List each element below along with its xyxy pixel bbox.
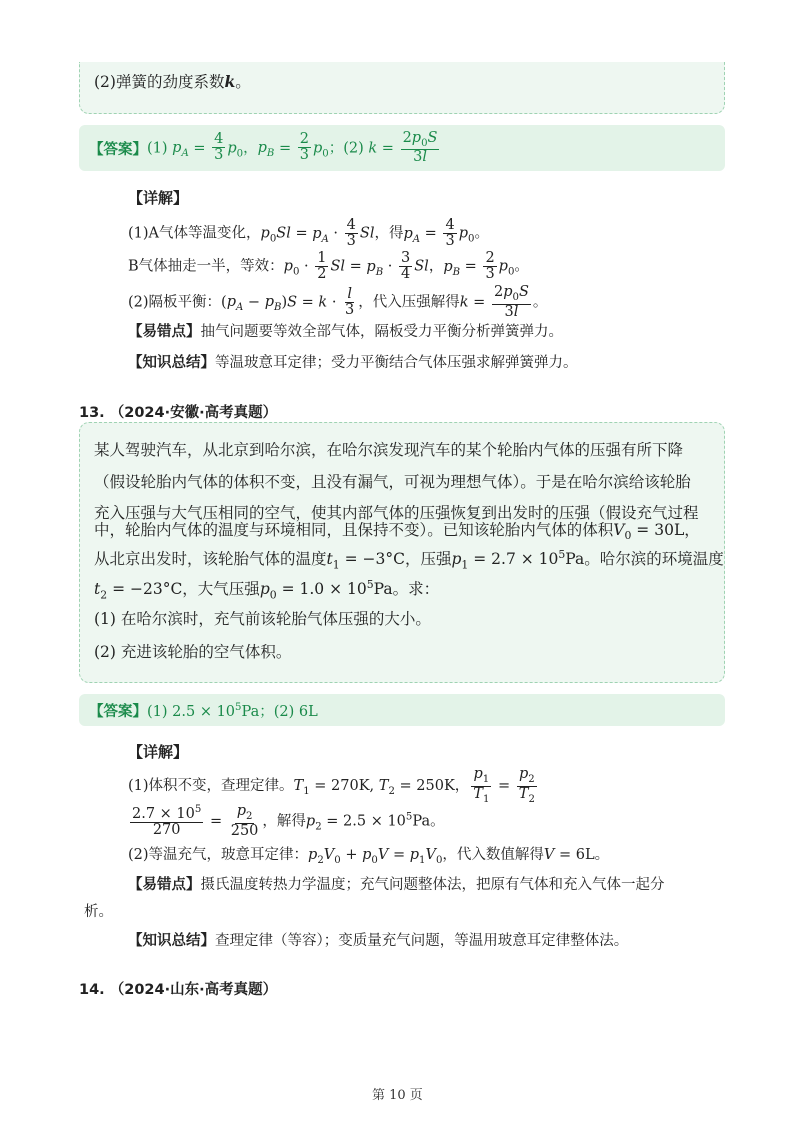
- q13-detail-line-2: $\frac{2.7 \times 10^5}{270}$ = $\frac{p_2}{250}$ ，解得$p_2 = 2.5 \times 10^5Pa$。: [132, 803, 445, 839]
- q12-summary: 【知识总结】等温玻意耳定律；受力平衡结合气体压强求解弹簧弹力。: [128, 354, 578, 371]
- q12-detail-line-1: (1)A气体等温变化，$p_0Sl = p_A$ · $\frac{4}{3}$ Sl，得$p_A$ = $\frac{4}{3}$ $p_0$。: [128, 217, 489, 250]
- q12-answer-bar: [79, 125, 725, 171]
- q12-detail-line-2: B气体抽走一半，等效：$p_0$ · $\frac{1}{2}$ $Sl = p_B$ · $\frac{3}{4}$ Sl，$p_B$ = $\frac{2}{3}$ $p_0$。: [128, 250, 529, 283]
- q12-detail-tag: 【详解】: [128, 189, 189, 207]
- page-number: 第 10 页: [372, 1088, 423, 1103]
- q13-answer-text: (1) $2.5 \times 10^5Pa$；(2) 6L: [147, 701, 318, 720]
- q13-sub-2: (2) 充进该轮胎的空气体积。: [94, 643, 292, 661]
- q13-error-note-cont: 析。: [84, 904, 113, 920]
- q13-sub-1: (1) 在哈尔滨时，充气前该轮胎气体压强的大小。: [94, 610, 431, 628]
- q13-detail-line-1: (1)体积不变，查理定律。$T_1 = 270K$, $T_2 = 250K$， $\frac{p_1}{T_1}$ = $\frac{p_2}{T_2}$: [128, 766, 535, 805]
- q13-line-4: 中，轮胎内气体的温度与环境相同，且保持不变）。已知该轮胎内气体的体积$V_0 = 30L$，: [94, 521, 700, 543]
- q13-line-1: 某人驾驶汽车，从北京到哈尔滨，在哈尔滨发现汽车的某个轮胎内气体的压强有所下降: [94, 441, 684, 459]
- q13-line-2: （假设轮胎内气体的体积不变，且没有漏气，可视为理想气体）。于是在哈尔滨给该轮胎: [94, 473, 691, 491]
- q13-error-note: 【易错点】摄氏温度转热力学温度；充气问题整体法，把原有气体和充入气体一起分: [128, 876, 665, 893]
- q12-detail-line-3: (2)隔板平衡：$(p_A - p_B)S = k$ · $\frac{l}{3}$ ，代入压强解得k = $\frac{2p_0S}{3l}$ 。: [128, 284, 548, 320]
- q13-line-6: $t_2 = -23^\circ C$，大气压强$p_0 = 1.0 \times 10^5Pa$。求：: [94, 578, 440, 602]
- q13-detail-line-3: (2)等温充气，玻意耳定律：$p_2V_0 + p_0V = p_1V_0$，代入数值解得V = 6L。: [128, 847, 610, 866]
- q13-summary: 【知识总结】查理定律（等容）；变质量充气问题，等温用玻意耳定律整体法。: [128, 932, 629, 949]
- q12-part2: (2)弹簧的劲度系数k。: [94, 72, 251, 91]
- q13-header: 13. （2024·安徽·高考真题）: [79, 405, 278, 421]
- q13-answer-bar: [79, 694, 725, 726]
- q12-answer-text: (1) $p_A$ = $\frac{4}{3}$ $p_0$，$p_B$ = $\frac{2}{3}$ $p_0$；(2) k = $\frac{2p_0S}{3l}$: [147, 129, 438, 166]
- answer-tag: 【答案】: [89, 140, 147, 158]
- answer-tag: 【答案】: [89, 702, 147, 720]
- q12-error-note: 【易错点】抽气问题要等效全部气体，隔板受力平衡分析弹簧弹力。: [128, 323, 563, 340]
- q14-header: 14. （2024·山东·高考真题）: [79, 982, 278, 998]
- q13-detail-tag: 【详解】: [128, 743, 189, 761]
- q13-line-3: 充入压强与大气压相同的空气，使其内部气体的压强恢复到出发时的压强（假设充气过程: [94, 504, 699, 522]
- q13-line-5: 从北京出发时，该轮胎气体的温度$t_1 = -3^\circ C$，压强$p_1 = 2.7 \times 10^5Pa$。哈尔滨的环境温度: [94, 548, 724, 572]
